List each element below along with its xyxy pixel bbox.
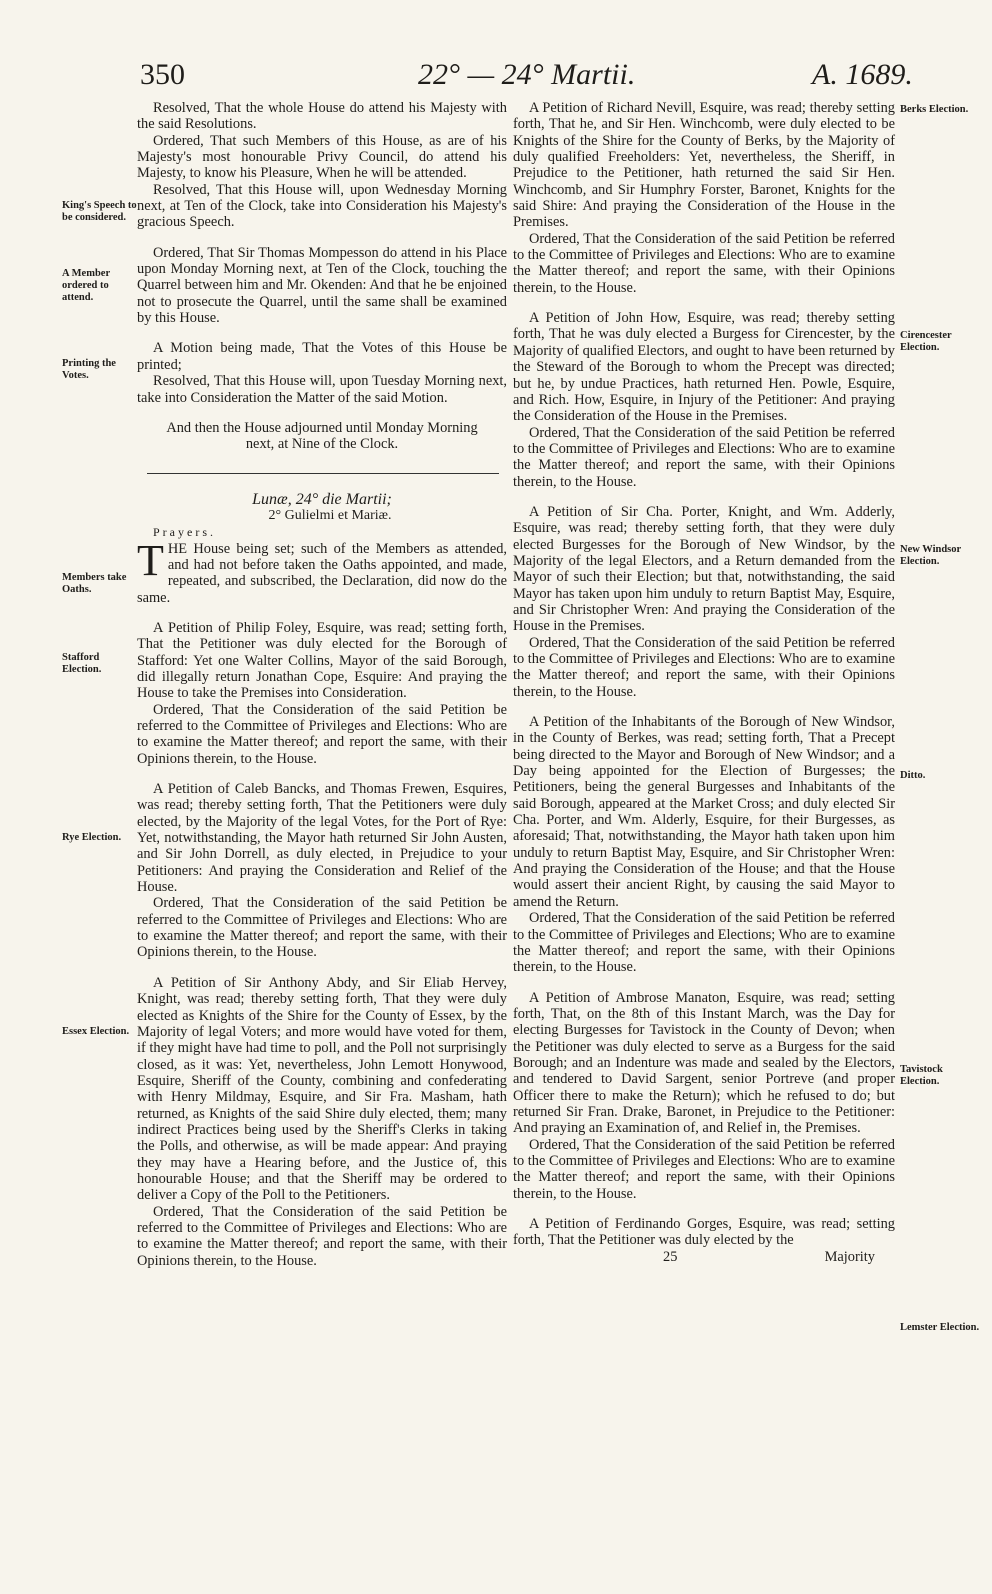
- regnal-year: 2° Gulielmi et Mariæ.: [268, 507, 392, 523]
- paragraph: Ordered, That such Members of this House, as are of his Majesty's most honourable Privy Council, do attend his Majesty, to know his Pleasure, When he will be attended.: [137, 132, 507, 182]
- margin-note: Cirencester Election.: [900, 330, 952, 353]
- margin-note: Berks Election.: [900, 104, 969, 115]
- paragraph: Ordered, That the Consideration of the said Petition be referred to the Committee of Privileges and Elections: Who are to examine the Matter thereof; and report the same, with their Opinions therein, to the House.: [513, 424, 895, 490]
- drop-cap: T: [137, 535, 164, 585]
- paragraph: A Petition of Philip Foley, Esquire, was read; setting forth, That the Petitioner was duly elected for the Borough of Stafford: Yet one Walter Collins, Mayor of the said Borough, did illegally return Jonathan Cope, Esquire: And praying the House to take the Premises into Consideration.: [137, 619, 507, 702]
- left-column: [137, 100, 507, 1283]
- margin-note: New Windsor Election.: [900, 544, 961, 567]
- paragraph: Ordered, That Sir Thomas Mompesson do attend in his Place upon Monday Morning next, at Ten of the Clock, touching the Quarrel between him and Mr. Okenden: And that he be enjoined not to prosecute the Quarrel, until the same shall be examined by this House.: [137, 244, 507, 327]
- paragraph: Ordered, That the Consideration of the said Petition be referred to the Committee of Privileges and Elections: Who are to examine the Matter thereof; and report the same, with their Opinions therein, to the House.: [513, 1136, 895, 1202]
- paragraph: Ordered, That the Consideration of the said Petition be referred to the Committee of Privileges and Elections: Who are to examine the Matter thereof; and report the same, with their Opinions therein, to the House.: [137, 895, 507, 961]
- paragraph: A Petition of Sir Cha. Porter, Knight, and Wm. Adderly, Esquire, was read; thereby setting forth, that they were duly elected Burgesses for the Borough of New Windsor, by the Majority of the legal Electors, and a Return demanded from the Mayor of such their Election; but that, notwithstanding, the said Mayor has taken upon him unduly to return Baptist May, Esquire, and Sir Christopher Wren: And praying the Consideration of the House in the Premises.: [513, 503, 895, 635]
- right-column: [513, 100, 895, 1281]
- page-number: 350: [140, 58, 185, 91]
- paragraph: A Petition of the Inhabitants of the Borough of New Windsor, in the County of Berkes, was read; setting forth, That a Precept being directed to the Mayor and Borough of New Windsor; and a Day being appointed for the Election of Burgesses; the Petitioners, being the general Burgesses and Inhabitants of the said Borough, appeared at the Market Cross; and duly elected Sir Cha. Porter, and Wm. Alderly, Esquire, for their Burgesses, as aforesaid; That, notwithstanding, the Mayor hath taken upon him unduly to return Baptist May, Esquire, and Sir Christopher Wren: And praying the Consideration of the House; and that the House would assert their ancient Right, by causing the said Mayor to amend the Return.: [513, 714, 895, 910]
- paragraph: Resolved, That the whole House do attend his Majesty with the said Resolutions.: [137, 100, 507, 133]
- day-heading: Lunæ, 24° die Martii;: [252, 490, 392, 508]
- margin-note: Members take Oaths.: [62, 572, 127, 595]
- margin-note: Rye Election.: [62, 832, 122, 843]
- margin-note: Lemster Election.: [900, 1322, 980, 1333]
- adjournment: And then the House adjourned until Monday Morning next, at Nine of the Clock.: [166, 419, 478, 453]
- margin-note: Ditto.: [900, 770, 926, 781]
- margin-note: Printing the Votes.: [62, 358, 116, 381]
- paragraph: A Petition of John How, Esquire, was read; thereby setting forth, That he was duly elected a Burgess for Cirencester, by the Majority of qualified Electors, and ought to have been returned by the Steward of the Borough to whom the Precept was directed; but he, by undue Practices, hath returned Hen. Powle, Esquire, and Rich. How, Esquire, in Injury of the Petitioner: And praying the Consideration of the House in the Premises.: [513, 310, 895, 425]
- paragraph: A Motion being made, That the Votes of this House be printed;: [137, 340, 507, 373]
- running-date: 22° — 24° Martii.: [418, 58, 636, 91]
- page-header: [0, 58, 992, 98]
- running-year: A. 1689.: [812, 58, 913, 91]
- paragraph: A Petition of Sir Anthony Abdy, and Sir Eliab Hervey, Knight, was read; thereby setting forth, That they were duly elected as Knights of the Shire for the County of Essex, by the Majority of legal Voters; and more would have voted for them, if they might have had time to poll, and the Poll not surprisingly closed, as it was: Yet, nevertheless, John Lemott Honywood, Esquire, Sheriff of the County, combining and confederating with Henry Mildmay, Esquire, and Sir Fra. Masham, hath returned, as Knights of the said Shire duly elected, them; many indirect Practices being used by the Sheriff's Clerks in taking the Polls, and otherwise, as will be made appear: And praying they may have a Hearing before, and the Justice of, this honourable House; and that the Sheriff may be ordered to deliver a Copy of the Poll to the Petitioners.: [137, 974, 507, 1204]
- paragraph: Resolved, That this House will, upon Tuesday Morning next, take into Consideration the Matter of the said Motion.: [137, 373, 507, 406]
- paragraph: A Petition of Ambrose Manaton, Esquire, was read; setting forth, That, on the 8th of this Instant March, was the Day for electing Burgesses for Tavistock in the County of Devon; when the Petitioner was duly elected to serve as a Burgess for the said Borough; and an Indenture was made and sealed by the Electors, and tendered to David Sargent, senior Portreve (and proper Officer there to make the Return); which he refused to do; but returned Sir Fran. Drake, Baronet, in Prejudice to the Petitioner: And praying an Examination of, and Relief in, the Premises.: [513, 989, 895, 1137]
- margin-note: Stafford Election.: [62, 652, 102, 675]
- paragraph: Ordered, That the Consideration of the said Petition be referred to the Committee of Privileges and Elections: Who are to examine the Matter thereof; and report the same, with their Opinions therein, to the House.: [137, 701, 507, 767]
- margin-note: A Member ordered to attend.: [62, 268, 110, 303]
- prayers-heading: Prayers.: [153, 525, 216, 540]
- catchword: Majority: [824, 1248, 875, 1265]
- signature-mark: 25: [663, 1248, 678, 1265]
- paragraph: Ordered, That the Consideration of the said Petition be referred to the Committee of Privileges and Elections: Who are to examine the Matter thereof; and report the same, with their Opinions therein, to the House.: [513, 634, 895, 700]
- paragraph: Ordered, That the Consideration of the said Petition be referred to the Committee of Privileges and Elections: Who are to examine the Matter thereof; and report the same, with their Opinions therein, to the House.: [513, 230, 895, 296]
- paragraph: Resolved, That this House will, upon Wednesday Morning next, at Ten of the Clock, take into Consideration his Majesty's gracious Speech.: [137, 181, 507, 231]
- paragraph: Ordered, That the Consideration of the said Petition be referred to the Committee of Privileges and Elections: Who are to examine the Matter thereof; and report the same, with their Opinions therein, to the House.: [137, 1203, 507, 1269]
- paragraph: HE House being set; such of the Members as attended, and had not before taken the Oaths appointed, and made, repeated, and subscribed, the Declaration, did now do the same.: [137, 540, 507, 606]
- divider: [147, 473, 499, 474]
- paragraph: A Petition of Caleb Bancks, and Thomas Frewen, Esquires, was read; thereby setting forth, That the Petitioners were duly elected, by the Majority of the legal Votes, for the Port of Rye: Yet, notwithstanding, the Mayor hath returned Sir John Austen, and Sir John Dorrell, as duly elected, in Prejudice to your Petitioners: And praying the Consideration and Relief of the House.: [137, 781, 507, 896]
- margin-note: King's Speech to be considered.: [62, 200, 137, 223]
- paragraph: A Petition of Ferdinando Gorges, Esquire, was read; setting forth, That the Petitioner was duly elected by the: [513, 1216, 895, 1249]
- paragraph: A Petition of Richard Nevill, Esquire, was read; thereby setting forth, That he, and Sir Hen. Winchcomb, were duly elected to be Knights of the Shire for the County of Berks, by the Majority of duly qualified Freeholders: Yet, nevertheless, the Sheriff, in Prejudice to the Petitioner, hath returned the said Sir Hen. Winchcomb, and Sir Humphry Forster, Baronet, Knights for the said Shire: And praying the Consideration of the House in the Premises.: [513, 100, 895, 231]
- margin-note: Essex Election.: [62, 1026, 130, 1037]
- paragraph: Ordered, That the Consideration of the said Petition be referred to the Committee of Privileges and Elections; Who are to examine the Matter thereof; and report the same, with their Opinions therein, to the House.: [513, 910, 895, 976]
- margin-note: Tavistock Election.: [900, 1064, 943, 1087]
